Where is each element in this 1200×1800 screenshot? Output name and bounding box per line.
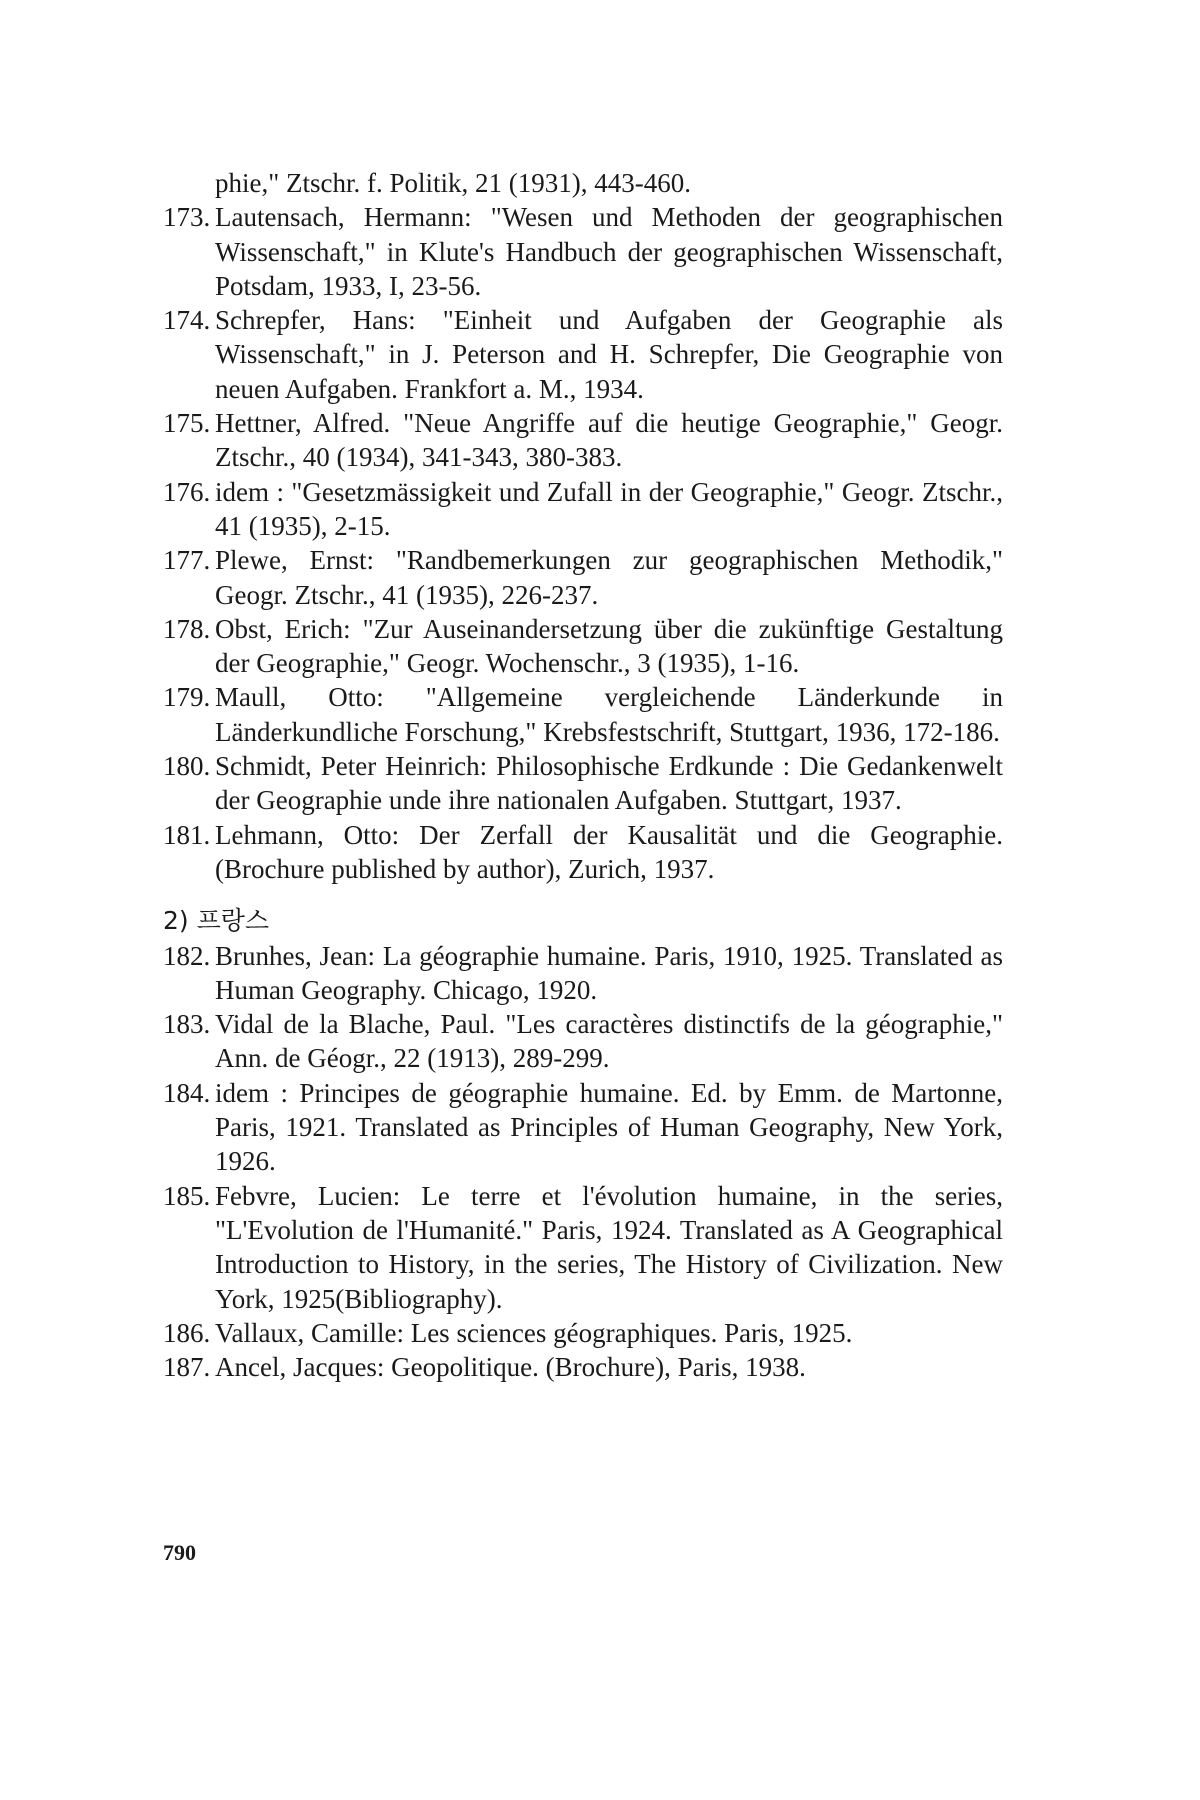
reference-text: Schmidt, Peter Heinrich: Philosophische Erdkunde : Die Gedankenwelt der Geographie unde ihre nationalen Aufgaben. Stuttgart, 1937. <box>215 751 1003 816</box>
reference-number: 184. <box>163 1077 211 1108</box>
reference-entry <box>163 1350 1003 1384</box>
reference-number: 176. <box>163 476 211 507</box>
bibliography-body <box>163 166 1003 1384</box>
page-number: 790 <box>163 1540 196 1565</box>
reference-number: 180. <box>163 751 211 782</box>
continuation-line <box>163 166 1003 200</box>
reference-entry <box>163 543 1003 612</box>
reference-entry <box>163 200 1003 303</box>
section-heading-france: 2) 프랑스 <box>163 906 270 936</box>
reference-number: 186. <box>163 1317 211 1348</box>
reference-text: Lehmann, Otto: Der Zerfall der Kausalität und die Geographie. (Brochure published by author), Zurich, 1937. <box>215 819 1003 884</box>
reference-entry <box>163 1076 1003 1179</box>
reference-text: Hettner, Alfred. "Neue Angriffe auf die heutige Geographie," Geogr. Ztschr., 40 (1934), 341-343, 380-383. <box>215 408 1003 473</box>
reference-number: 174. <box>163 305 211 336</box>
reference-number: 187. <box>163 1352 211 1383</box>
reference-text: idem : Principes de géographie humaine. Ed. by Emm. de Martonne, Paris, 1921. Translated as Principles of Human Geography, New York, 1926. <box>215 1077 1003 1177</box>
reference-text: Febvre, Lucien: Le terre et l'évolution humaine, in the series, "L'Evolution de l'Humanité." Paris, 1924. Translated as A Geographical Introduction to History, in the series, The History of Civilization. New York, 1925(Bibliography). <box>215 1180 1003 1314</box>
reference-text: Vallaux, Camille: Les sciences géographiques. Paris, 1925. <box>215 1317 853 1348</box>
reference-text: Schrepfer, Hans: "Einheit und Aufgaben der Geographie als Wissenschaft," in J. Peterson and H. Schrepfer, Die Geographie von neuen Aufgaben. Frankfort a. M., 1934. <box>215 305 1003 404</box>
reference-number: 185. <box>163 1180 211 1211</box>
reference-text: Obst, Erich: "Zur Auseinandersetzung über die zukünftige Gestaltung der Geographie," Geogr. Wochenschr., 3 (1935), 1-16. <box>215 613 1003 679</box>
reference-entry <box>163 406 1003 475</box>
reference-entry <box>163 939 1003 1008</box>
reference-entry <box>163 475 1003 544</box>
reference-entry <box>163 749 1003 818</box>
reference-number: 179. <box>163 682 211 713</box>
reference-entry <box>163 680 1003 749</box>
reference-entry <box>163 303 1003 406</box>
reference-number: 173. <box>163 202 211 233</box>
reference-number: 182. <box>163 940 211 971</box>
reference-list-french <box>163 939 1003 1385</box>
reference-number: 181. <box>163 819 211 850</box>
reference-number: 178. <box>163 613 211 644</box>
reference-entry <box>163 612 1003 681</box>
reference-entry <box>163 818 1003 887</box>
reference-text: Plewe, Ernst: "Randbemerkungen zur geographischen Methodik," Geogr. Ztschr., 41 (1935), 226-237. <box>215 545 1003 610</box>
continuation-text: phie," Ztschr. f. Politik, 21 (1931), 443-460. <box>215 168 691 198</box>
reference-text: Brunhes, Jean: La géographie humaine. Paris, 1910, 1925. Translated as Human Geography. Chicago, 1920. <box>215 940 1003 1005</box>
reference-number: 183. <box>163 1009 211 1040</box>
reference-text: idem : "Gesetzmässigkeit und Zufall in der Geographie," Geogr. Ztschr., 41 (1935), 2-15. <box>215 476 1003 541</box>
reference-number: 175. <box>163 408 211 439</box>
reference-text: Maull, Otto: "Allgemeine vergleichende Länderkunde in Länderkundliche Forschung," Krebsfestschrift, Stuttgart, 1936, 172-186. <box>215 682 1003 747</box>
reference-entry <box>163 1007 1003 1076</box>
reference-entry <box>163 1316 1003 1350</box>
reference-text: Vidal de la Blache, Paul. "Les caractères distinctifs de la géographie," Ann. de Géogr., 22 (1913), 289-299. <box>215 1009 1003 1074</box>
reference-number: 177. <box>163 545 211 576</box>
reference-list-german <box>163 200 1003 886</box>
reference-text: Ancel, Jacques: Geopolitique. (Brochure), Paris, 1938. <box>215 1352 806 1383</box>
reference-text: Lautensach, Hermann: "Wesen und Methoden der geographischen Wissenschaft," in Klute's Handbuch der geographischen Wissenschaft, Potsdam, 1933, I, 23-56. <box>215 202 1003 301</box>
reference-entry <box>163 1179 1003 1316</box>
